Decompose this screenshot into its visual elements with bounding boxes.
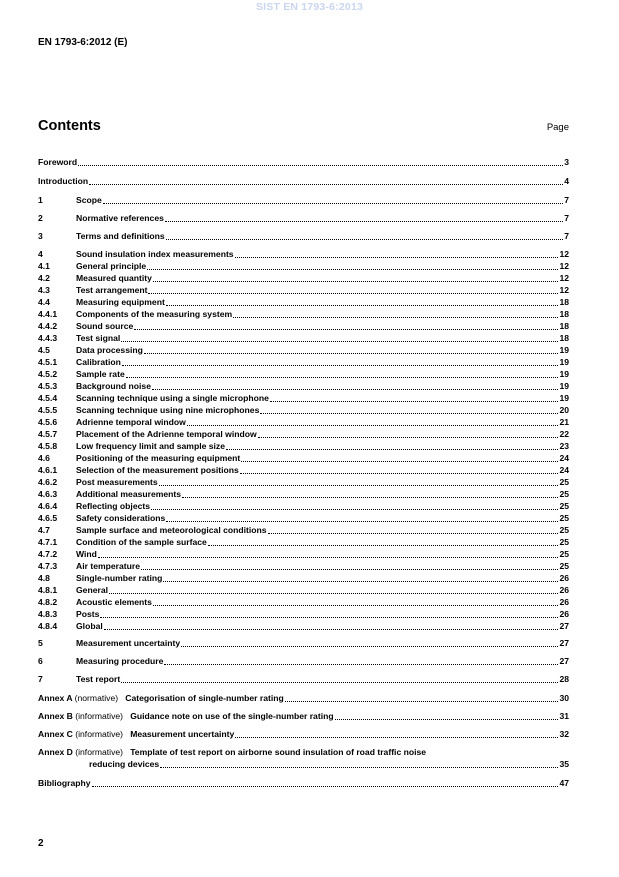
toc-entry-number: 5 [38, 638, 43, 648]
toc-entry-title: Wind [76, 549, 97, 559]
toc-entry-page: 24 [559, 453, 569, 463]
annex-entry[interactable] [38, 746, 569, 758]
toc-entry-page: 26 [559, 597, 569, 607]
toc-entry-title: Acoustic elements [76, 597, 152, 607]
toc-entry-number: 4.6.5 [38, 513, 58, 523]
annex-label: Annex A [38, 693, 73, 703]
toc-entry[interactable] [38, 452, 569, 464]
toc-entry-page: 25 [559, 561, 569, 571]
toc-entry-title: Selection of the measurement positions [76, 465, 239, 475]
toc-entry-page: 26 [559, 609, 569, 619]
toc-entry[interactable] [38, 284, 569, 296]
toc-entry-title: Terms and definitions [76, 231, 165, 241]
toc-entry-page: 12 [559, 249, 569, 259]
dot-leader [235, 257, 559, 258]
toc-entry-page: 26 [559, 573, 569, 583]
annex-kind: (informative) [75, 747, 124, 757]
toc-entry[interactable] [38, 560, 569, 572]
dot-leader [235, 737, 558, 738]
toc-entry-title: Test arrangement [76, 285, 148, 295]
toc-entry[interactable] [38, 404, 569, 416]
toc-entry[interactable] [38, 464, 569, 476]
toc-entry-page: 18 [559, 309, 569, 319]
dot-leader [240, 473, 559, 474]
toc-entry-title: Normative references [76, 213, 164, 223]
toc-entry-page: 19 [559, 393, 569, 403]
toc-entry[interactable] [38, 296, 569, 308]
toc-entry-title: Sound insulation index measurements [76, 249, 234, 259]
toc-entry-page: 25 [559, 477, 569, 487]
toc-entry-title: Posts [76, 609, 100, 619]
dot-leader [160, 767, 558, 768]
toc-entry-page: 25 [559, 501, 569, 511]
annex-title: Categorisation of single-number rating [125, 693, 284, 703]
dot-leader [165, 221, 563, 222]
annex-page: 30 [559, 693, 569, 703]
bibliography-title: Bibliography [38, 778, 91, 788]
toc-entry[interactable] [38, 320, 569, 332]
dot-leader [181, 646, 558, 647]
dot-leader [241, 461, 558, 462]
annex-kind: (informative) [75, 729, 124, 739]
toc-entry-page: 25 [559, 513, 569, 523]
toc-entry-page: 18 [559, 297, 569, 307]
toc-entry-page: 25 [559, 549, 569, 559]
dot-leader [78, 165, 563, 166]
toc-entry-number: 4.5 [38, 345, 50, 355]
toc-entry[interactable] [38, 175, 569, 187]
toc-entry-title: Positioning of the measuring equipment [76, 453, 241, 463]
toc-entry-page: 20 [559, 405, 569, 415]
dot-leader [163, 581, 558, 582]
annex-entry[interactable] [38, 728, 569, 740]
toc-entry-number: 4 [38, 249, 43, 259]
toc-entry-page: 3 [564, 157, 569, 167]
toc-entry-page: 18 [559, 321, 569, 331]
annex-label: Annex B [38, 711, 73, 721]
toc-entry-title: Low frequency limit and sample size [76, 441, 225, 451]
annex-entry-continuation [38, 758, 569, 770]
annex-label: Annex C [38, 729, 73, 739]
toc-entry-number: 1 [38, 195, 43, 205]
page-number: 2 [38, 838, 44, 849]
toc-entry-number: 4.5.6 [38, 417, 58, 427]
toc-entry[interactable] [38, 524, 569, 536]
dot-leader [121, 682, 558, 683]
toc-entry-number: 4.6.1 [38, 465, 58, 475]
annex-kind: (informative) [75, 711, 124, 721]
toc-entry[interactable] [38, 596, 569, 608]
toc-entry-page: 28 [559, 674, 569, 684]
toc-entry-number: 4.4.3 [38, 333, 58, 343]
toc-entry[interactable] [38, 488, 569, 500]
toc-entry-page: 12 [559, 261, 569, 271]
toc-entry-title: Measurement uncertainty [76, 638, 181, 648]
toc-entry-number: 4.5.3 [38, 381, 58, 391]
toc-entry-number: 4.3 [38, 285, 50, 295]
toc-entry-number: 2 [38, 213, 43, 223]
toc-entry[interactable] [38, 332, 569, 344]
dot-leader [126, 377, 559, 378]
annex-title: Template of test report on airborne sound insulation of road traffic noise [130, 747, 427, 757]
toc-entry-page: 19 [559, 369, 569, 379]
toc-entry-title: Condition of the sample surface [76, 537, 207, 547]
toc-entry-title: Scanning technique using a single microphone [76, 393, 269, 403]
dot-leader [270, 401, 559, 402]
dot-leader [98, 557, 559, 558]
toc-entry[interactable] [38, 655, 569, 667]
dot-leader [148, 293, 558, 294]
toc-entry[interactable] [38, 584, 569, 596]
toc-entry-number: 4.7.2 [38, 549, 58, 559]
toc-entry[interactable] [38, 548, 569, 560]
toc-entry-number: 4.5.7 [38, 429, 58, 439]
toc-entry[interactable] [38, 500, 569, 512]
toc-entry-page: 24 [559, 465, 569, 475]
toc-entry-number: 4.8.3 [38, 609, 58, 619]
dot-leader [89, 184, 563, 185]
toc-entry-page: 7 [564, 195, 569, 205]
dot-leader [100, 617, 558, 618]
toc-entry-title: Sample rate [76, 369, 125, 379]
toc-entry-page: 21 [559, 417, 569, 427]
toc-entry[interactable] [38, 637, 569, 649]
toc-entry[interactable] [38, 248, 569, 260]
toc-entry-title: Calibration [76, 357, 121, 367]
toc-entry-number: 4.5.1 [38, 357, 58, 367]
toc-entry[interactable] [38, 536, 569, 548]
toc-entry-title: Data processing [76, 345, 143, 355]
toc-entry-page: 12 [559, 285, 569, 295]
dot-leader [121, 341, 558, 342]
toc-entry[interactable] [38, 230, 569, 242]
toc-entry-number: 4.4 [38, 297, 50, 307]
annex-page: 32 [559, 729, 569, 739]
toc-entry[interactable] [38, 344, 569, 356]
annex-kind: (normative) [74, 693, 119, 703]
toc-entry[interactable] [38, 572, 569, 584]
annex-title-continued: reducing devices [89, 759, 160, 769]
dot-leader [208, 545, 559, 546]
toc-entry-page: 19 [559, 345, 569, 355]
toc-entry-page: 7 [564, 213, 569, 223]
toc-entry[interactable] [38, 380, 569, 392]
toc-entry-title: Scope [76, 195, 102, 205]
toc-entry-number: 4.4.2 [38, 321, 58, 331]
toc-entry-title: Measuring equipment [76, 297, 165, 307]
toc-entry-page: 19 [559, 381, 569, 391]
dot-leader [260, 413, 558, 414]
toc-entry-title: Safety considerations [76, 513, 166, 523]
toc-entry-title: Adrienne temporal window [76, 417, 186, 427]
dot-leader [134, 329, 558, 330]
toc-entry-page: 18 [559, 333, 569, 343]
toc-entry-number: 4.6.3 [38, 489, 58, 499]
dot-leader [335, 719, 559, 720]
contents-heading: Contents [38, 118, 101, 134]
toc-entry-page: 22 [559, 429, 569, 439]
dot-leader [233, 317, 558, 318]
annex-heading [38, 729, 234, 740]
annex-entry[interactable] [38, 710, 569, 722]
toc-entry-title: Measuring procedure [76, 656, 164, 666]
toc-entry-page: 4 [564, 176, 569, 186]
annex-title: Guidance note on use of the single-number rating [130, 711, 334, 721]
toc-entry-number: 4.7.3 [38, 561, 58, 571]
toc-entry-page: 25 [559, 525, 569, 535]
toc-entry[interactable] [38, 356, 569, 368]
toc-entry[interactable] [38, 673, 569, 685]
dot-leader [109, 593, 558, 594]
toc-entry-number: 4.7 [38, 525, 50, 535]
dot-leader [141, 569, 558, 570]
toc-entry[interactable] [38, 512, 569, 524]
dot-leader [187, 425, 559, 426]
toc-entry[interactable] [38, 368, 569, 380]
dot-leader [159, 485, 559, 486]
toc-entry-number: 4.6.2 [38, 477, 58, 487]
toc-entry-page: 27 [559, 638, 569, 648]
page-column-label: Page [546, 122, 569, 133]
toc-entry-page: 7 [564, 231, 569, 241]
toc-entry[interactable] [38, 608, 569, 620]
toc-entry-title: Post measurements [76, 477, 158, 487]
toc-entry-number: 4.5.2 [38, 369, 58, 379]
toc-entry[interactable] [38, 416, 569, 428]
dot-leader [268, 533, 559, 534]
toc-entry[interactable] [38, 428, 569, 440]
toc-entry[interactable] [38, 212, 569, 224]
toc-entry-number: 4.7.1 [38, 537, 58, 547]
dot-leader [182, 497, 558, 498]
dot-leader [153, 281, 559, 282]
toc-entry-title: Reflecting objects [76, 501, 151, 511]
toc-entry-title: Measured quantity [76, 273, 152, 283]
toc-entry[interactable] [38, 194, 569, 206]
watermark: SIST EN 1793-6:2013 [255, 1, 364, 13]
toc-entry-page: 25 [559, 537, 569, 547]
toc-entry[interactable] [38, 308, 569, 320]
toc-entry-number: 4.8.2 [38, 597, 58, 607]
toc-entry-title: Introduction [38, 176, 89, 186]
toc-entry-title: Air temperature [76, 561, 140, 571]
toc-entry-number: 4.8.4 [38, 621, 58, 631]
toc-entry-number: 4.5.8 [38, 441, 58, 451]
dot-leader [153, 605, 558, 606]
annex-heading [38, 747, 426, 758]
annex-heading [38, 693, 284, 704]
dot-leader [151, 509, 558, 510]
dot-leader [152, 389, 558, 390]
toc-entry-number: 4.8.1 [38, 585, 58, 595]
dot-leader [258, 437, 559, 438]
toc-entry-number: 3 [38, 231, 43, 241]
toc-entry-page: 27 [559, 621, 569, 631]
toc-entry-number: 4.5.4 [38, 393, 58, 403]
toc-entry-title: Sound source [76, 321, 134, 331]
toc-entry-number: 7 [38, 674, 43, 684]
toc-entry-number: 4.4.1 [38, 309, 58, 319]
toc-entry-number: 4.6.4 [38, 501, 58, 511]
toc-entry-title: Scanning technique using nine microphones [76, 405, 260, 415]
dot-leader [147, 269, 558, 270]
annex-page: 35 [559, 759, 569, 769]
toc-entry[interactable] [38, 260, 569, 272]
toc-entry-page: 23 [559, 441, 569, 451]
dot-leader [92, 786, 559, 787]
toc-entry-page: 27 [559, 656, 569, 666]
bibliography-page: 47 [559, 778, 569, 788]
toc-entry-number: 4.6 [38, 453, 50, 463]
toc-entry-number: 4.1 [38, 261, 50, 271]
annex-title: Measurement uncertainty [130, 729, 235, 739]
toc-entry-number: 4.5.5 [38, 405, 58, 415]
toc-entry[interactable] [38, 392, 569, 404]
toc-entry-page: 12 [559, 273, 569, 283]
dot-leader [166, 239, 564, 240]
annex-heading [38, 711, 334, 722]
dot-leader [166, 305, 559, 306]
toc-entry-title: General [76, 585, 109, 595]
toc-entry-page: 25 [559, 489, 569, 499]
toc-entry[interactable] [38, 476, 569, 488]
dot-leader [104, 629, 559, 630]
toc-entry-title: Foreword [38, 157, 78, 167]
toc-entry-title: Additional measurements [76, 489, 182, 499]
dot-leader [103, 203, 563, 204]
toc-entry-title: General principle [76, 261, 147, 271]
toc-entry-number: 6 [38, 656, 43, 666]
toc-entry-title: Global [76, 621, 103, 631]
toc-entry-title: Test report [76, 674, 121, 684]
toc-entry-title: Components of the measuring system [76, 309, 233, 319]
toc-entry-title: Placement of the Adrienne temporal window [76, 429, 257, 439]
toc-entry-title: Single-number rating [76, 573, 163, 583]
toc-entry-page: 19 [559, 357, 569, 367]
toc-entry-title: Background noise [76, 381, 151, 391]
annex-entry[interactable] [38, 692, 569, 704]
bibliography-entry[interactable] [38, 777, 569, 789]
dot-leader [285, 701, 559, 702]
toc-entry-number: 4.8 [38, 573, 50, 583]
dot-leader [144, 353, 559, 354]
annex-label: Annex D [38, 747, 73, 757]
toc-entry[interactable] [38, 620, 569, 632]
toc-entry[interactable] [38, 272, 569, 284]
toc-entry[interactable] [38, 156, 569, 168]
dot-leader [164, 664, 558, 665]
document-id: EN 1793-6:2012 (E) [38, 37, 128, 48]
dot-leader [226, 449, 558, 450]
dot-leader [166, 521, 558, 522]
toc-entry[interactable] [38, 440, 569, 452]
toc-entry-page: 26 [559, 585, 569, 595]
toc-entry-title: Sample surface and meteorological conditions [76, 525, 267, 535]
dot-leader [122, 365, 559, 366]
annex-page: 31 [559, 711, 569, 721]
toc-entry-title: Test signal [76, 333, 121, 343]
toc-entry-number: 4.2 [38, 273, 50, 283]
